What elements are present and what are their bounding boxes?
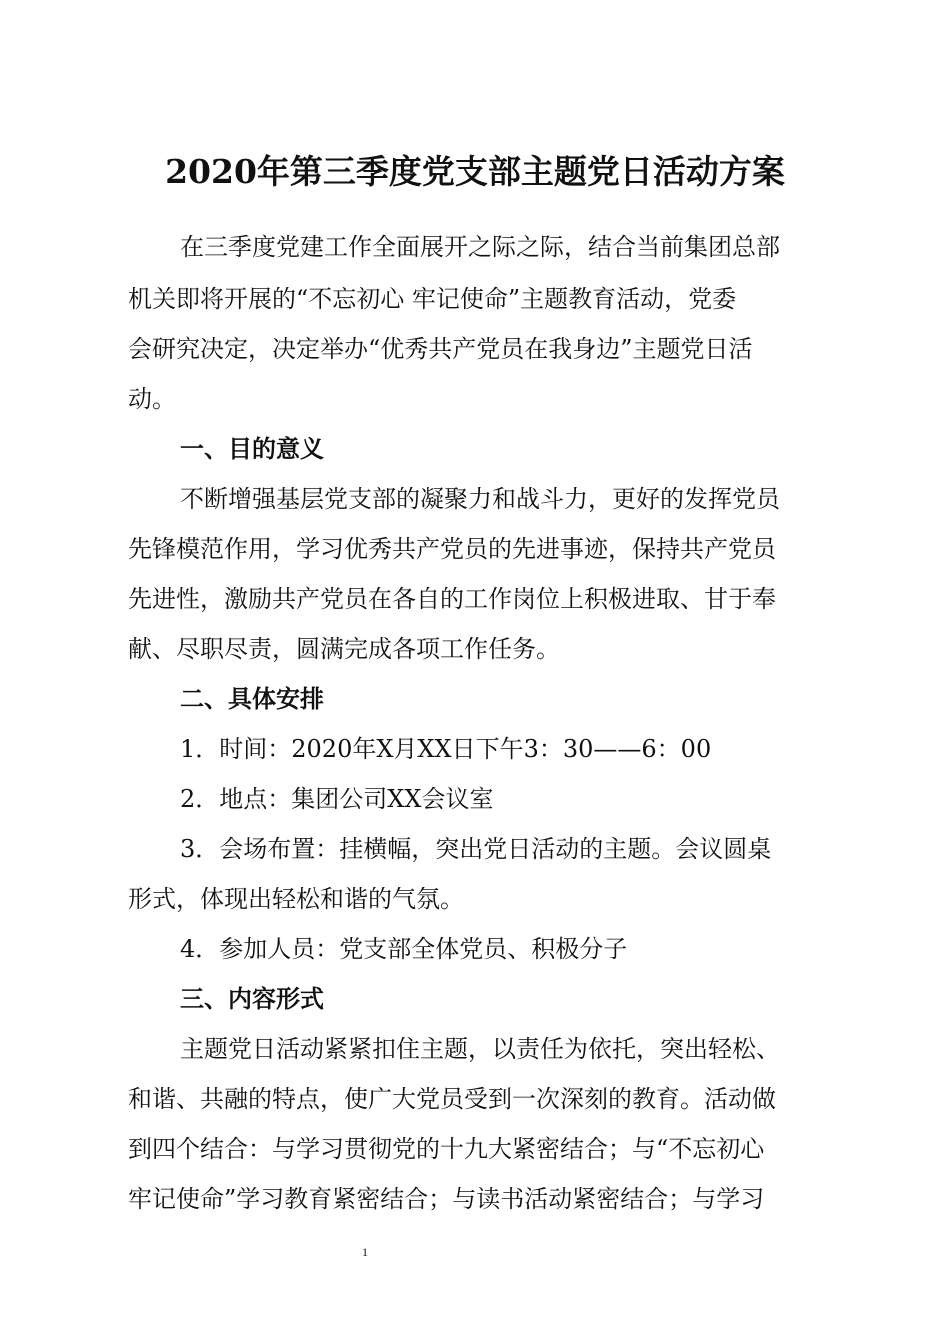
content-line-3: 到四个结合：与学习贯彻党的十九大紧密结合；与“不忘初心 xyxy=(128,1135,765,1163)
section-heading-purpose: 一、目的意义 xyxy=(180,435,324,463)
page-number: 1 xyxy=(362,1245,368,1259)
intro-line-2: 机关即将开展的“不忘初心 牢记使命”主题教育活动，党委 xyxy=(128,285,737,313)
purpose-line-3: 先进性，激励共产党员在各自的工作岗位上积极进取、甘于奉 xyxy=(128,585,776,613)
arrangement-time: 1．时间：2020年X月XX日下午3：30——6：00 xyxy=(180,735,712,763)
document-title: 2020年第三季度党支部主题党日活动方案 xyxy=(165,152,785,191)
purpose-line-4: 献、尽职尽责，圆满完成各项工作任务。 xyxy=(128,635,560,663)
section-heading-content: 三、内容形式 xyxy=(180,985,324,1013)
arrangement-venue-line-1: 3．会场布置：挂横幅，突出党日活动的主题。会议圆桌 xyxy=(180,835,772,863)
arrangement-participants: 4．参加人员：党支部全体党员、积极分子 xyxy=(180,935,628,963)
intro-line-1: 在三季度党建工作全面展开之际之际，结合当前集团总部 xyxy=(180,233,780,261)
intro-line-4: 动。 xyxy=(128,385,176,413)
content-line-4: 牢记使命”学习教育紧密结合；与读书活动紧密结合；与学习 xyxy=(128,1185,765,1213)
purpose-line-1: 不断增强基层党支部的凝聚力和战斗力，更好的发挥党员 xyxy=(180,485,780,513)
content-line-2: 和谐、共融的特点，使广大党员受到一次深刻的教育。活动做 xyxy=(128,1085,776,1113)
arrangement-location: 2．地点：集团公司XX会议室 xyxy=(180,785,494,813)
content-line-1: 主题党日活动紧紧扣住主题，以责任为依托，突出轻松、 xyxy=(180,1035,780,1063)
intro-line-3: 会研究决定，决定举办“优秀共产党员在我身边”主题党日活 xyxy=(128,335,753,363)
section-heading-arrangement: 二、具体安排 xyxy=(180,685,324,713)
arrangement-venue-line-2: 形式，体现出轻松和谐的气氛。 xyxy=(128,885,464,913)
purpose-line-2: 先锋模范作用，学习优秀共产党员的先进事迹，保持共产党员 xyxy=(128,535,776,563)
